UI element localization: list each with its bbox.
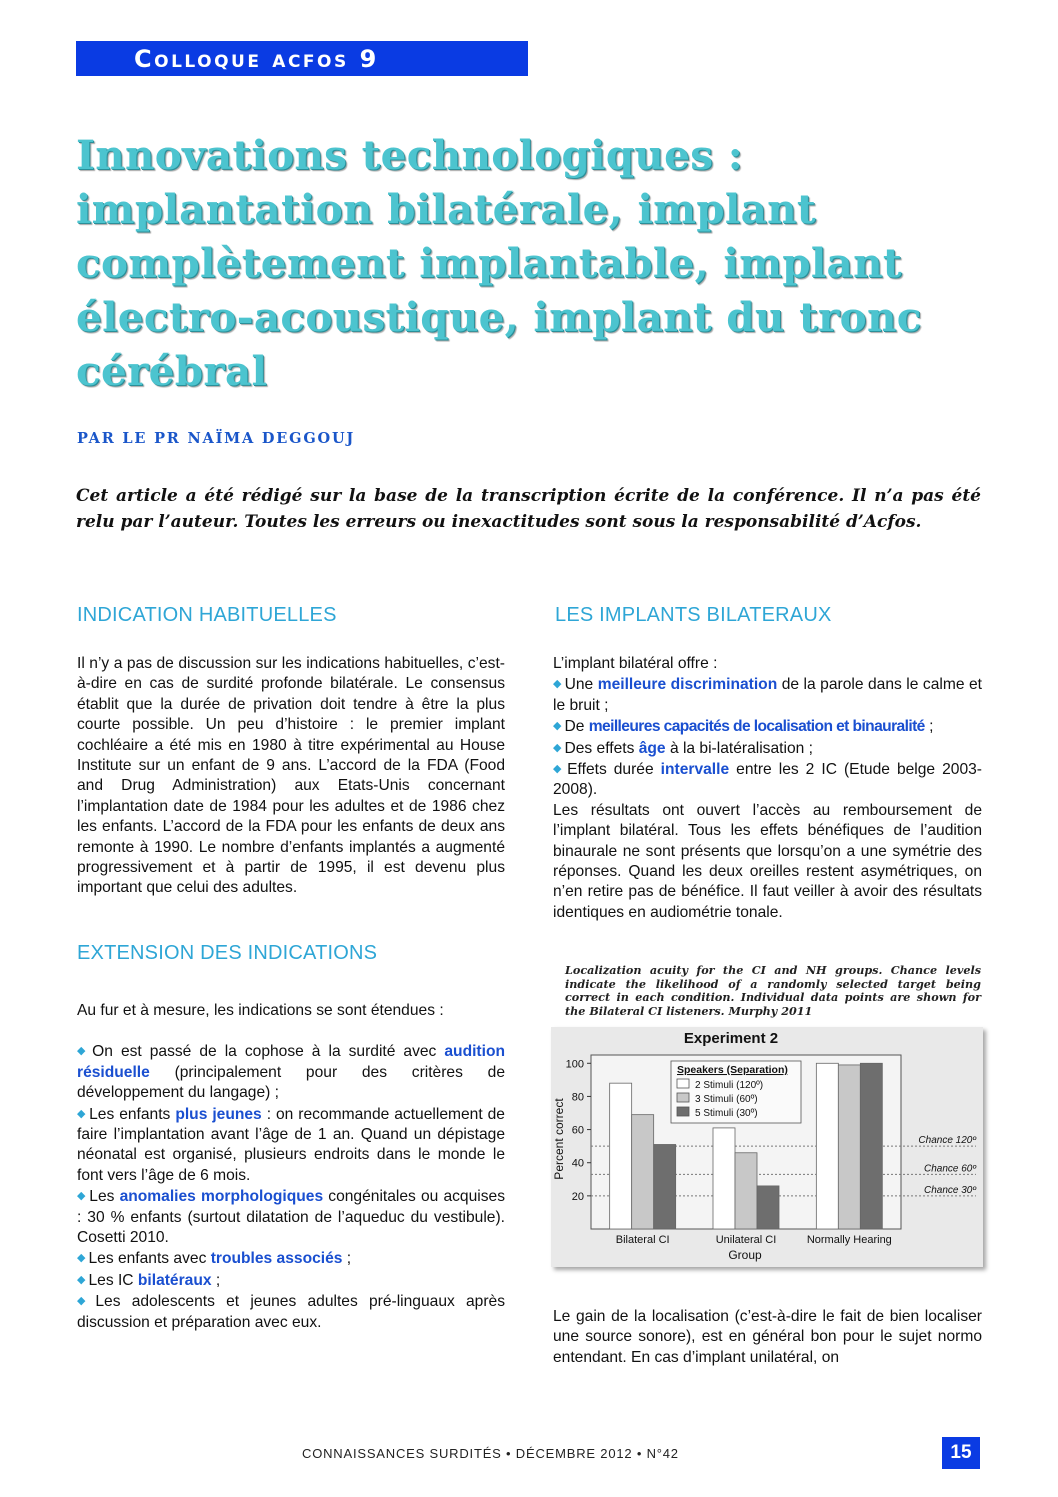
bar (757, 1186, 779, 1229)
plot-area (566, 1055, 978, 1246)
list-item: ◆ Des effets âge à la bi-latéralisation ; (553, 739, 813, 757)
author-byline: PAR LE PR NAÏMA DEGGOUJ (77, 430, 356, 447)
bullet-icon: ◆ (553, 720, 562, 733)
section-banner (76, 41, 528, 76)
bar-chart (551, 1027, 983, 1267)
bullet-icon: ◆ (77, 1045, 90, 1058)
title-line: électro-acoustique, implant du tronc (76, 293, 922, 341)
legend-swatch (677, 1079, 689, 1088)
x-axis-label: Group (728, 1248, 762, 1262)
bar (610, 1083, 632, 1229)
chance-label: Chance 30º (923, 1184, 976, 1196)
title-line: cérébral (76, 347, 268, 395)
heading-bilateral: LES IMPLANTS BILATERAUX (555, 604, 832, 626)
right-column-block-1 (553, 654, 982, 923)
bar (838, 1065, 860, 1229)
bar (860, 1063, 882, 1229)
list-item: ◆ Les anomalies morphologiques congénitales ou acquises : 30 % enfants (surtout dilatation de l’aqueduc du vestibule). Cosetti 2010. (77, 1188, 506, 1247)
chance-label: Chance 120º (918, 1135, 976, 1147)
paragraph: Les résultats ont ouvert l’accès au remboursement de l’implant bilatéral. Tous les effets bénéfiques de l’audition binaurale ne sont présents que lorsqu’on a une symétrie des réponses. Quand les deux oreilles restent asymétriques, on n’en retire pas de bénéfice. Il faut veiller à avoir des résultats identiques en audiométrie tonale. (553, 801, 982, 921)
legend-title: Speakers (Separation) (677, 1064, 788, 1076)
title-line: implantation bilatérale, implant (76, 185, 816, 233)
y-tick-label: 60 (571, 1124, 584, 1137)
right-column-block-2 (553, 1307, 982, 1368)
bullet-icon: ◆ (77, 1107, 87, 1120)
paragraph: Au fur et à mesure, les indications se sont étendues : (77, 1002, 444, 1019)
legend-label: 5 Stimuli (30º) (695, 1108, 758, 1119)
left-column-block-2 (77, 1001, 505, 1333)
left-column-block-1 (77, 654, 505, 899)
heading-extension: EXTENSION DES INDICATIONS (77, 942, 378, 964)
figure-caption: Localization acuity for the CI and NH groups. Chance levels indicate the likelihood of a randomly selected target being correct in each condition. Individual data points are shown for the Bilateral CI listeners. Murphy 2011 (565, 963, 981, 1019)
bar (632, 1115, 654, 1229)
list-item: ◆ Les enfants plus jeunes : on recommande actuellement de faire l’implantation avant l’âge de 1 an. Quand un dépistage néonatal est organisé, plusieurs endroits dans le monde le font vers l’âge de 6 mois. (77, 1105, 505, 1184)
chart-title: Experiment 2 (683, 1030, 779, 1047)
bar (654, 1144, 676, 1229)
legend-label: 3 Stimuli (60º) (695, 1094, 758, 1105)
bullet-icon: ◆ (553, 741, 562, 754)
bullet-icon: ◆ (77, 1190, 87, 1203)
y-tick-label: 80 (571, 1091, 584, 1104)
x-tick-label: Bilateral CI (615, 1234, 670, 1246)
chart-figure (551, 1027, 983, 1267)
intro-paragraph: Cet article a été rédigé sur la base de la transcription écrite de la conférence. Il n’a pas été relu par l’auteur. Toutes les erreurs ou inexactitudes sont sous la responsabilité d’Acfos. (76, 486, 981, 532)
bullet-icon: ◆ (77, 1295, 93, 1308)
y-axis-label: Percent correct (552, 1098, 566, 1180)
list-item: ◆ On est passé de la cophose à la surdité avec audition résiduelle (principalement pour des critères de développement du langage) ; (77, 1043, 506, 1102)
title-line: Innovations technologiques : (76, 131, 743, 179)
y-tick-label: 20 (571, 1190, 584, 1203)
legend-swatch (677, 1107, 689, 1116)
page-number: 15 (942, 1437, 980, 1469)
bar (735, 1153, 757, 1229)
page-footer: CONNAISSANCES SURDITÉS • DÉCEMBRE 2012 • N°42 (302, 1446, 679, 1461)
legend-swatch (677, 1093, 689, 1102)
paragraph: L’implant bilatéral offre : (553, 655, 718, 672)
bullet-icon: ◆ (553, 678, 562, 691)
title-line: complètement implantable, implant (76, 239, 902, 287)
heading-indications: INDICATION HABITUELLES (77, 604, 337, 626)
list-item: ◆ Les adolescents et jeunes adultes pré-linguaux après discussion et préparation avec eux. (77, 1293, 505, 1331)
list-item: ◆ Une meilleure discrimination de la parole dans le calme et le bruit ; (553, 676, 982, 714)
chance-label: Chance 60º (923, 1163, 976, 1175)
list-item: ◆ Les IC bilatéraux ; (77, 1271, 221, 1289)
article-title (76, 128, 976, 398)
list-item: ◆ Effets durée intervalle entre les 2 IC (Etude belge 2003-2008). (553, 761, 982, 799)
paragraph: Le gain de la localisation (c’est-à-dire le fait de bien localiser une source sonore), est en général bon pour le sujet normo entendant. En cas d’implant unilatéral, on (553, 1308, 982, 1366)
y-tick-label: 40 (571, 1157, 584, 1170)
legend-label: 2 Stimuli (120º) (695, 1080, 764, 1091)
bullet-icon: ◆ (77, 1273, 86, 1286)
bar (816, 1063, 838, 1229)
bar (713, 1128, 735, 1229)
list-item: ◆ Les enfants avec troubles associés ; (77, 1250, 352, 1268)
banner-text: Colloque acfos 9 (134, 45, 379, 73)
list-item: ◆ De meilleures capacités de localisation et binauralité ; (553, 718, 934, 736)
x-tick-label: Normally Hearing (806, 1234, 892, 1246)
bullet-icon: ◆ (77, 1252, 86, 1265)
x-tick-label: Unilateral CI (715, 1234, 777, 1246)
bullet-icon: ◆ (553, 763, 565, 776)
paragraph: Il n’y a pas de discussion sur les indications habituelles, c’est-à-dire en cas de surdité profonde bilatérale. Le consensus établit que la durée de privation doit tendre à être la plus courte possible. Un peu d’histoire : le premier implant cochléaire a été mis en 1980 à titre expérimental au House Institute sur un enfant de 9 ans. L’accord de la FDA (Food and Drug Administration) aux Etats-Unis concernant l’implantation date de 1984 pour les adultes et de 1986 chez les enfants. L’accord de la FDA pour les enfants de deux ans remonte à 1990. Le nombre d’enfants implantés a augmenté progressivement et à partir de 1995, il est devenu plus important que celui des adultes. (77, 655, 505, 897)
y-tick-label: 100 (565, 1058, 584, 1071)
